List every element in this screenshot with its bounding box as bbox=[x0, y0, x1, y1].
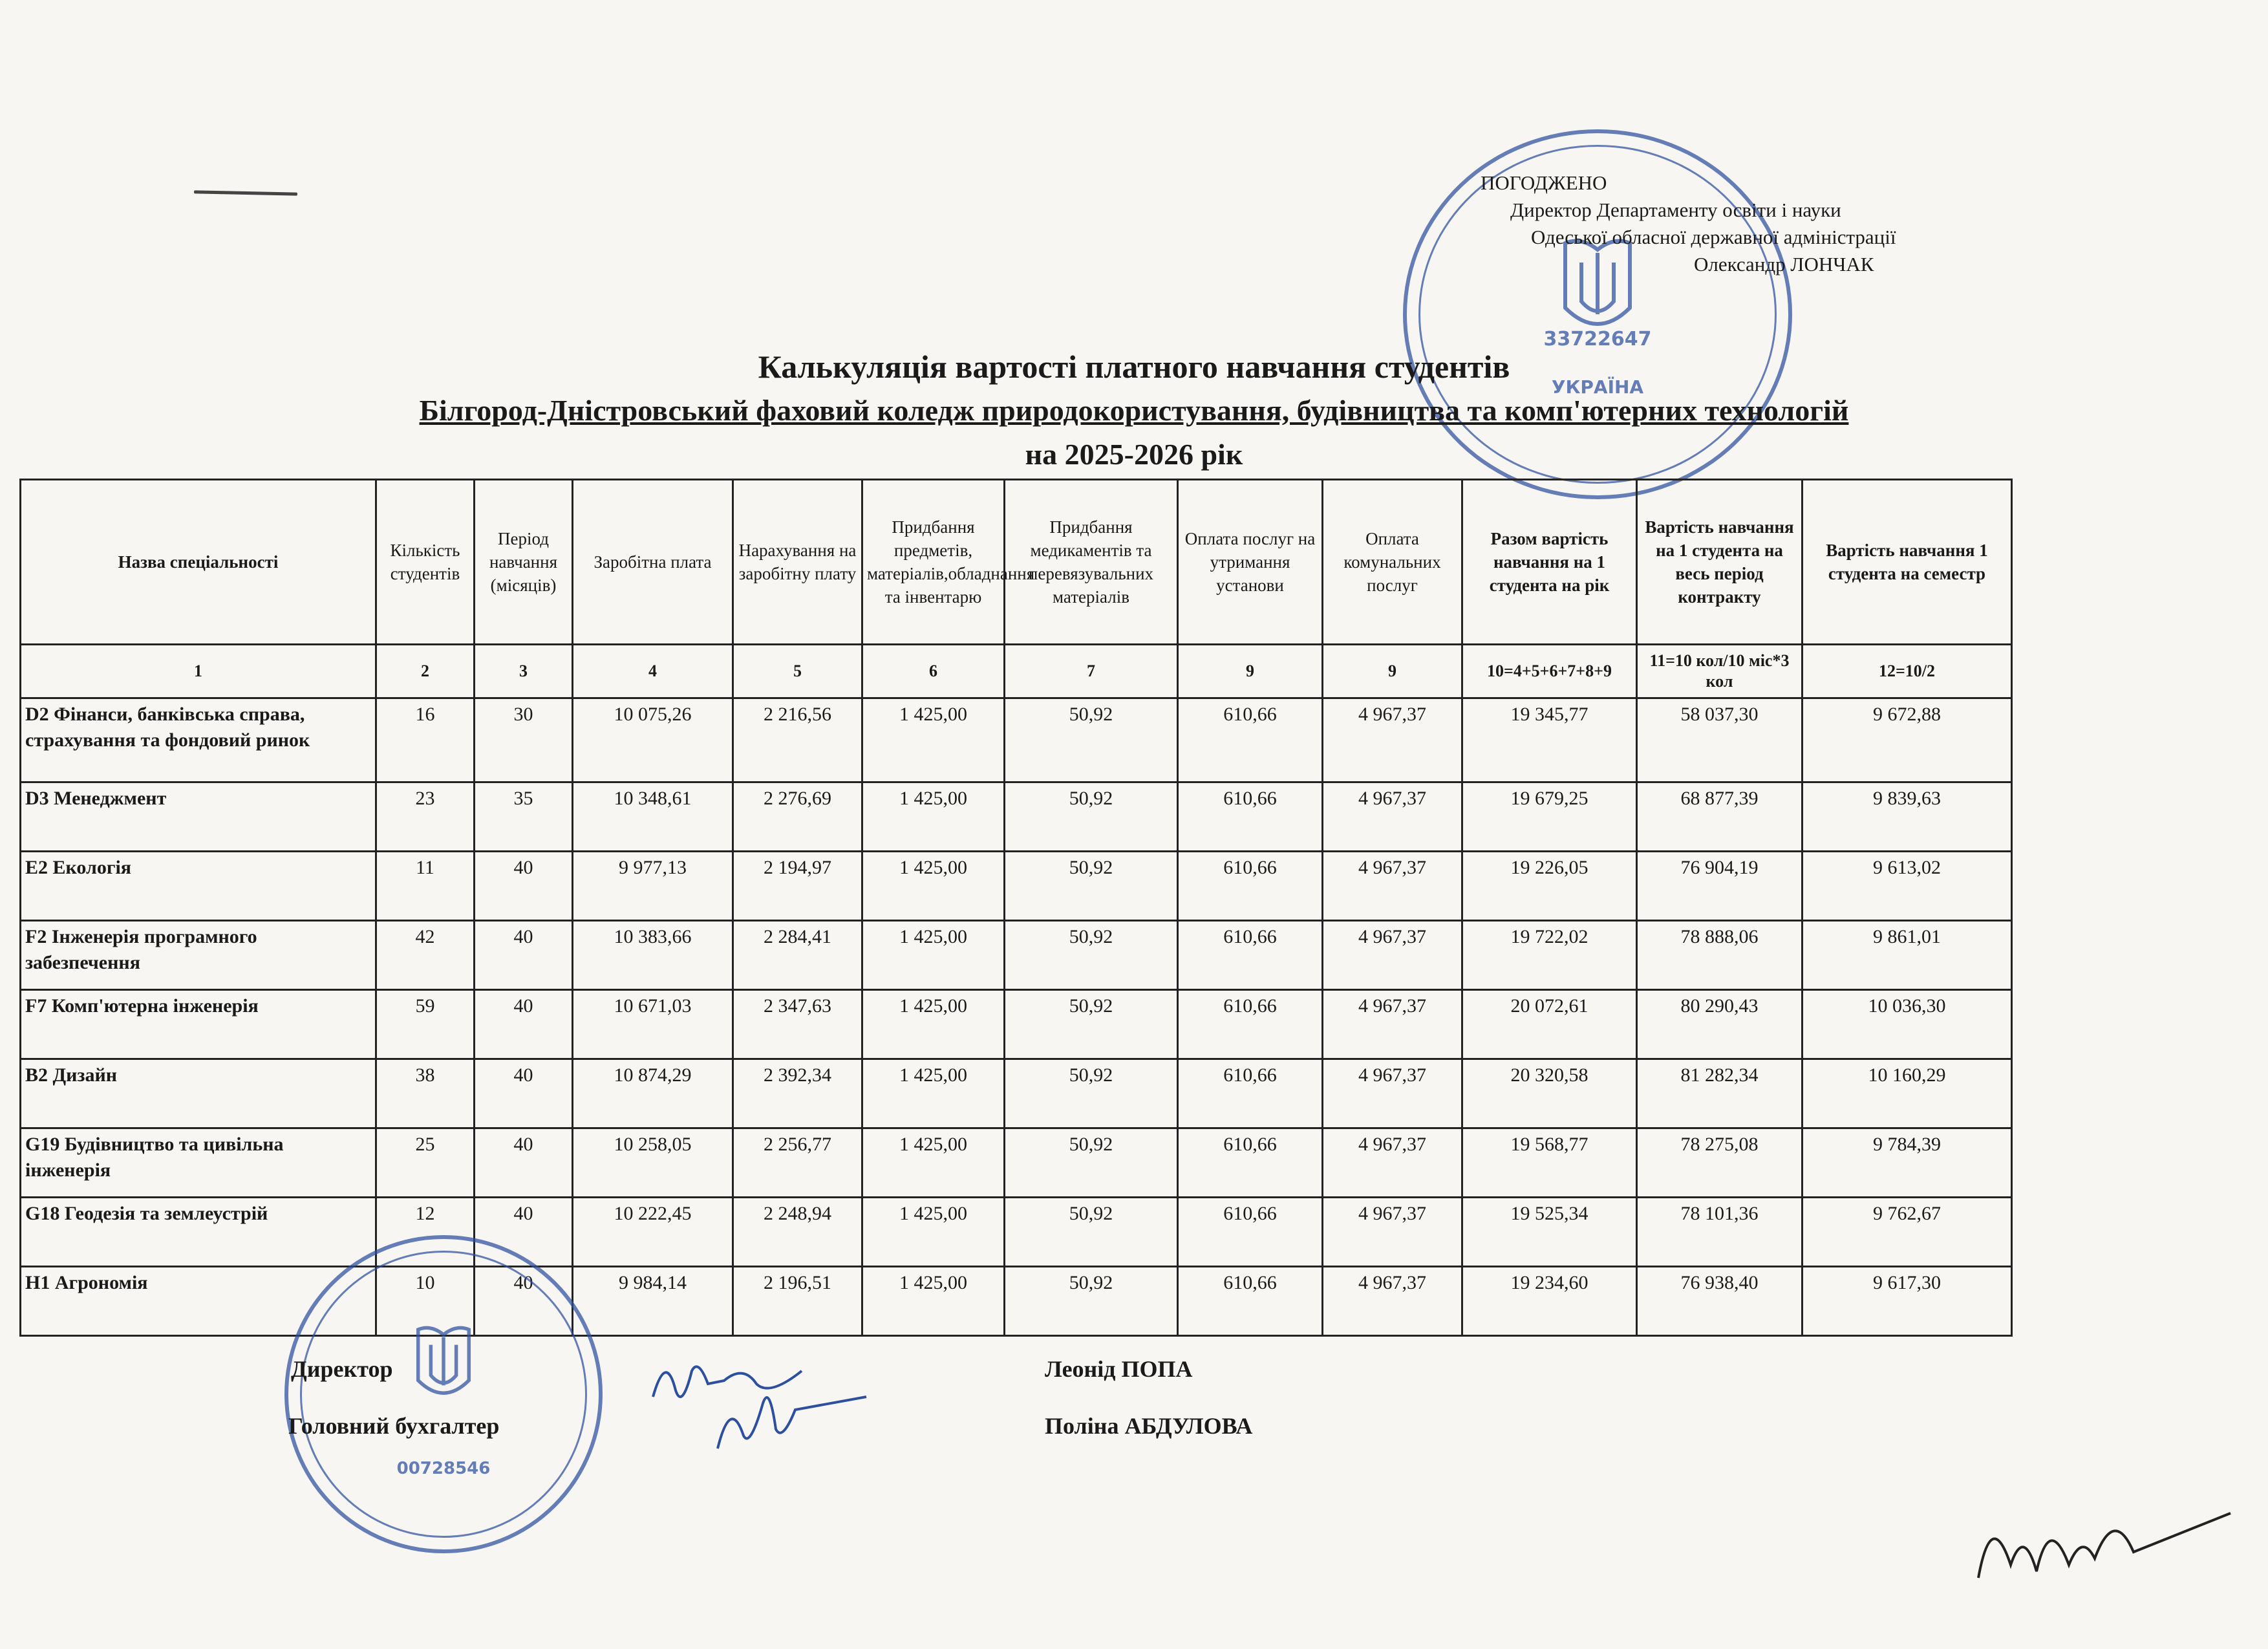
table-cell: 9 839,63 bbox=[1803, 782, 2012, 852]
header-row bbox=[21, 480, 2012, 645]
academic-year: на 2025-2026 рік bbox=[1025, 438, 1243, 471]
column-number: 4 bbox=[573, 645, 733, 698]
table-cell: 9 984,14 bbox=[573, 1267, 733, 1336]
table-cell: 2 284,41 bbox=[733, 921, 862, 990]
table-cell: 50,92 bbox=[1005, 1267, 1178, 1336]
stamp-country: УКРАЇНА bbox=[1551, 376, 1644, 398]
table-cell: 40 bbox=[475, 1198, 573, 1267]
table-cell: 610,66 bbox=[1178, 1267, 1323, 1336]
column-header: Період навчання (місяців) bbox=[475, 480, 573, 645]
director-name: Леонід ПОПА bbox=[1045, 1356, 1193, 1382]
table-cell: 610,66 bbox=[1178, 782, 1323, 852]
table-cell: 1 425,00 bbox=[862, 698, 1005, 782]
table-cell: 10 160,29 bbox=[1803, 1059, 2012, 1128]
table-cell: 16 bbox=[376, 698, 475, 782]
specialty-name-cell: G19 Будівництво та цивільна інженерія bbox=[21, 1128, 376, 1198]
table-row bbox=[21, 1059, 2012, 1128]
table-cell: 19 525,34 bbox=[1462, 1198, 1637, 1267]
specialty-name-cell: E2 Екологія bbox=[21, 852, 376, 921]
specialty-name-cell: G18 Геодезія та землеустрій bbox=[21, 1198, 376, 1267]
table-cell: 25 bbox=[376, 1128, 475, 1198]
column-number: 10=4+5+6+7+8+9 bbox=[1462, 645, 1637, 698]
table-cell: 38 bbox=[376, 1059, 475, 1128]
table-cell: 9 617,30 bbox=[1803, 1267, 2012, 1336]
table-cell: 9 613,02 bbox=[1803, 852, 2012, 921]
table-cell: 4 967,37 bbox=[1323, 1198, 1462, 1267]
table-cell: 20 320,58 bbox=[1462, 1059, 1637, 1128]
table-cell: 30 bbox=[475, 698, 573, 782]
table-cell: 50,92 bbox=[1005, 990, 1178, 1059]
table-cell: 1 425,00 bbox=[862, 990, 1005, 1059]
column-header: Заробітна плата bbox=[573, 480, 733, 645]
table-cell: 40 bbox=[475, 852, 573, 921]
column-number: 2 bbox=[376, 645, 475, 698]
table-cell: 10 036,30 bbox=[1803, 990, 2012, 1059]
table-cell: 10 671,03 bbox=[573, 990, 733, 1059]
column-number: 6 bbox=[862, 645, 1005, 698]
table-cell: 610,66 bbox=[1178, 1198, 1323, 1267]
table-cell: 2 196,51 bbox=[733, 1267, 862, 1336]
column-header: Назва спеціальності bbox=[21, 480, 376, 645]
table-cell: 4 967,37 bbox=[1323, 782, 1462, 852]
specialty-name-cell: B2 Дизайн bbox=[21, 1059, 376, 1128]
approval-person: Олександр ЛОНЧАК bbox=[1694, 253, 1874, 275]
accountant-label: Головний бухгалтер bbox=[288, 1413, 500, 1439]
table-cell: 50,92 bbox=[1005, 852, 1178, 921]
table-cell: 610,66 bbox=[1178, 1059, 1323, 1128]
table-row bbox=[21, 1198, 2012, 1267]
table-cell: 68 877,39 bbox=[1637, 782, 1803, 852]
specialty-name-cell: D2 Фінанси, банківська справа, страхування та фондовий ринок bbox=[21, 698, 376, 782]
table-cell: 2 347,63 bbox=[733, 990, 862, 1059]
column-number: 9 bbox=[1178, 645, 1323, 698]
table-cell: 11 bbox=[376, 852, 475, 921]
approval-block bbox=[1481, 169, 1896, 278]
column-number: 5 bbox=[733, 645, 862, 698]
college-stamp bbox=[284, 1235, 603, 1553]
table-cell: 50,92 bbox=[1005, 782, 1178, 852]
table-cell: 1 425,00 bbox=[862, 1267, 1005, 1336]
table-body bbox=[21, 698, 2012, 1336]
table-cell: 2 276,69 bbox=[733, 782, 862, 852]
table-cell: 1 425,00 bbox=[862, 1198, 1005, 1267]
trident-emblem-icon bbox=[408, 1317, 479, 1414]
accountant-name: Поліна АБДУЛОВА bbox=[1045, 1413, 1253, 1439]
table-cell: 40 bbox=[475, 1267, 573, 1336]
table-cell: 10 bbox=[376, 1267, 475, 1336]
table-row bbox=[21, 1128, 2012, 1198]
table-cell: 58 037,30 bbox=[1637, 698, 1803, 782]
table-cell: 10 383,66 bbox=[573, 921, 733, 990]
table-cell: 4 967,37 bbox=[1323, 990, 1462, 1059]
table-cell: 1 425,00 bbox=[862, 1059, 1005, 1128]
table-cell: 1 425,00 bbox=[862, 782, 1005, 852]
column-number: 7 bbox=[1005, 645, 1178, 698]
table-cell: 19 345,77 bbox=[1462, 698, 1637, 782]
table-cell: 50,92 bbox=[1005, 698, 1178, 782]
column-header: Оплата послуг на утримання установи bbox=[1178, 480, 1323, 645]
column-number: 3 bbox=[475, 645, 573, 698]
table-cell: 610,66 bbox=[1178, 852, 1323, 921]
stamp-code: 33722647 bbox=[1543, 328, 1652, 350]
table-cell: 19 234,60 bbox=[1462, 1267, 1637, 1336]
table-cell: 50,92 bbox=[1005, 1059, 1178, 1128]
table-cell: 78 888,06 bbox=[1637, 921, 1803, 990]
table-cell: 10 874,29 bbox=[573, 1059, 733, 1128]
table-cell: 9 672,88 bbox=[1803, 698, 2012, 782]
table-cell: 4 967,37 bbox=[1323, 1267, 1462, 1336]
table-cell: 12 bbox=[376, 1198, 475, 1267]
table-cell: 4 967,37 bbox=[1323, 1128, 1462, 1198]
table-cell: 610,66 bbox=[1178, 1128, 1323, 1198]
column-number: 11=10 кол/10 міс*3 кол bbox=[1637, 645, 1803, 698]
table-cell: 10 348,61 bbox=[573, 782, 733, 852]
table-cell: 42 bbox=[376, 921, 475, 990]
approval-position: Директор Департаменту освіти і науки bbox=[1510, 199, 1841, 221]
table-cell: 50,92 bbox=[1005, 1198, 1178, 1267]
approval-heading: ПОГОДЖЕНО bbox=[1481, 171, 1607, 194]
approval-organization: Одеської обласної державної адміністрації bbox=[1531, 226, 1896, 248]
table-cell: 4 967,37 bbox=[1323, 852, 1462, 921]
table-cell: 20 072,61 bbox=[1462, 990, 1637, 1059]
table-row bbox=[21, 921, 2012, 990]
specialty-name-cell: F2 Інженерія програмного забезпечення bbox=[21, 921, 376, 990]
column-number: 1 bbox=[21, 645, 376, 698]
table-cell: 2 256,77 bbox=[733, 1128, 862, 1198]
table-cell: 40 bbox=[475, 921, 573, 990]
table-cell: 10 258,05 bbox=[573, 1128, 733, 1198]
table-row bbox=[21, 698, 2012, 782]
table-cell: 2 248,94 bbox=[733, 1198, 862, 1267]
table-cell: 610,66 bbox=[1178, 698, 1323, 782]
table-cell: 50,92 bbox=[1005, 1128, 1178, 1198]
table-cell: 9 784,39 bbox=[1803, 1128, 2012, 1198]
table-cell: 81 282,34 bbox=[1637, 1059, 1803, 1128]
column-header: Разом вартість навчання на 1 студента на рік bbox=[1462, 480, 1637, 645]
table-row bbox=[21, 852, 2012, 921]
tuition-cost-table bbox=[19, 479, 2013, 1337]
column-header: Нарахування на заробітну плату bbox=[733, 480, 862, 645]
column-header: Кількість студентів bbox=[376, 480, 475, 645]
table-cell: 40 bbox=[475, 1128, 573, 1198]
table-cell: 35 bbox=[475, 782, 573, 852]
table-cell: 1 425,00 bbox=[862, 1128, 1005, 1198]
table-cell: 2 216,56 bbox=[733, 698, 862, 782]
table-cell: 4 967,37 bbox=[1323, 1059, 1462, 1128]
table-cell: 80 290,43 bbox=[1637, 990, 1803, 1059]
table-cell: 2 392,34 bbox=[733, 1059, 862, 1128]
scan-mark bbox=[194, 190, 297, 195]
table-cell: 9 762,67 bbox=[1803, 1198, 2012, 1267]
table-cell: 76 904,19 bbox=[1637, 852, 1803, 921]
table-cell: 4 967,37 bbox=[1323, 921, 1462, 990]
column-number: 12=10/2 bbox=[1803, 645, 2012, 698]
table-row bbox=[21, 782, 2012, 852]
table-cell: 78 101,36 bbox=[1637, 1198, 1803, 1267]
column-header: Вартість навчання на 1 студента на весь період контракту bbox=[1637, 480, 1803, 645]
specialty-name-cell: D3 Менеджмент bbox=[21, 782, 376, 852]
table-cell: 23 bbox=[376, 782, 475, 852]
column-header: Оплата комунальних послуг bbox=[1323, 480, 1462, 645]
table-cell: 59 bbox=[376, 990, 475, 1059]
specialty-name-cell: H1 Агрономія bbox=[21, 1267, 376, 1336]
accountant-signature-icon bbox=[705, 1371, 873, 1461]
stamp-code: 00728546 bbox=[396, 1459, 491, 1478]
college-name: Білгород-Дністровський фаховий коледж природокористування, будівництва та комп'ютерних технологій bbox=[419, 394, 1849, 427]
table-cell: 50,92 bbox=[1005, 921, 1178, 990]
table-cell: 610,66 bbox=[1178, 921, 1323, 990]
column-header: Вартість навчання 1 студента на семестр bbox=[1803, 480, 2012, 645]
specialty-name-cell: F7 Комп'ютерна інженерія bbox=[21, 990, 376, 1059]
table-cell: 19 679,25 bbox=[1462, 782, 1637, 852]
column-number-row bbox=[21, 645, 2012, 698]
table-cell: 10 222,45 bbox=[573, 1198, 733, 1267]
table-cell: 4 967,37 bbox=[1323, 698, 1462, 782]
table-cell: 1 425,00 bbox=[862, 921, 1005, 990]
table-cell: 76 938,40 bbox=[1637, 1267, 1803, 1336]
table-cell: 78 275,08 bbox=[1637, 1128, 1803, 1198]
table-cell: 19 226,05 bbox=[1462, 852, 1637, 921]
table-cell: 9 977,13 bbox=[573, 852, 733, 921]
table-cell: 40 bbox=[475, 1059, 573, 1128]
table-cell: 2 194,97 bbox=[733, 852, 862, 921]
page-title: Калькуляція вартості платного навчання студентів bbox=[758, 349, 1510, 385]
director-label: Директор bbox=[291, 1356, 393, 1382]
column-number: 9 bbox=[1323, 645, 1462, 698]
table-row bbox=[21, 990, 2012, 1059]
table-cell: 10 075,26 bbox=[573, 698, 733, 782]
table-cell: 1 425,00 bbox=[862, 852, 1005, 921]
initials-signature-icon bbox=[1965, 1487, 2237, 1591]
table-cell: 40 bbox=[475, 990, 573, 1059]
column-header: Придбання предметів, матеріалів,обладнання та інвентарю bbox=[862, 480, 1005, 645]
column-header: Придбання медикаментів та перевязувальних матеріалів bbox=[1005, 480, 1178, 645]
table-cell: 19 568,77 bbox=[1462, 1128, 1637, 1198]
table-cell: 9 861,01 bbox=[1803, 921, 2012, 990]
table-cell: 610,66 bbox=[1178, 990, 1323, 1059]
table-cell: 19 722,02 bbox=[1462, 921, 1637, 990]
